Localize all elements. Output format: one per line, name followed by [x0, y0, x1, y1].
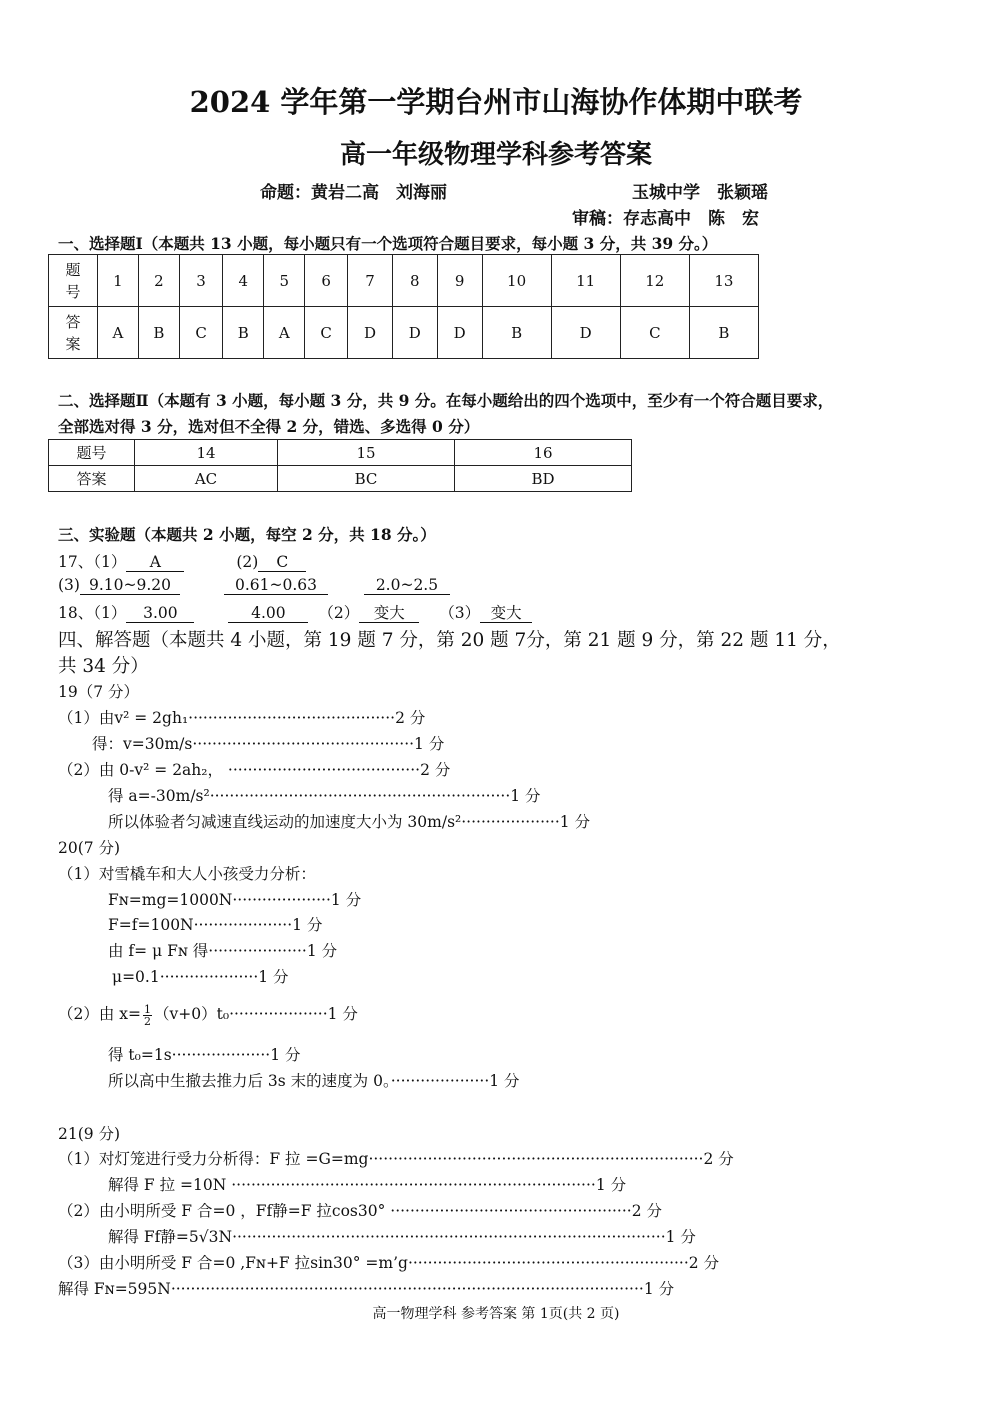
q18-answer-1: 3.00 — [126, 604, 194, 623]
q17-prefix: 17、（1） — [58, 553, 127, 571]
q20-label: 20(7 分) — [58, 839, 121, 857]
table-cell: D — [437, 307, 482, 359]
q18-answer-3: 变大 — [359, 604, 419, 623]
q17-mid: (2) — [236, 553, 259, 571]
q17-line2 — [58, 576, 450, 595]
table-cell: A — [264, 307, 305, 359]
q20-line2: Fɴ=mg=1000N····················1 分 — [108, 891, 362, 909]
table-cell: AC — [135, 466, 278, 492]
authors-right: 玉城中学 张颖瑶 — [632, 183, 768, 203]
section1-table — [48, 254, 759, 359]
q18-answer-4: 变大 — [480, 604, 532, 623]
fraction-one-half — [143, 1004, 152, 1027]
table-cell: 14 — [135, 440, 278, 466]
q20-l6-post: （v+0）t₀····················1 分 — [154, 1005, 358, 1023]
table-cell: D — [551, 307, 620, 359]
row-label-answer: 答 案 — [49, 307, 98, 359]
q21-line6: 解得 Fɴ=595N································································································1 分 — [58, 1280, 675, 1298]
section2-table — [48, 439, 632, 492]
section4-heading-line1: 四、解答题（本题共 4 小题，第 19 题 7 分，第 20 题 7分，第 21 题 9 分，第 22 题 11 分， — [58, 630, 841, 651]
q21-line5: （3）由小明所受 F 合=0 ,Fɴ+F 拉sin30° =m’g·························································2 分 — [58, 1254, 720, 1272]
q17-answer-3: 9.10~9.20 — [80, 576, 180, 595]
q20-line6 — [58, 1002, 358, 1027]
table-cell: A — [98, 307, 139, 359]
table-cell: B — [223, 307, 264, 359]
q19-line3: （2）由 0-v² = 2ah₂， ·······································2 分 — [58, 761, 451, 779]
reviewer: 审稿：存志高中 陈 宏 — [572, 209, 759, 229]
q20-line8: 所以高中生撤去推力后 3s 末的速度为 0。····················1 分 — [108, 1072, 520, 1090]
q19-line5: 所以体验者匀减速直线运动的加速度大小为 30m/s²····················1 分 — [108, 813, 591, 831]
table-cell: C — [180, 307, 223, 359]
table-cell: 13 — [689, 255, 758, 307]
q19-label: 19（7 分） — [58, 683, 140, 701]
table-row — [49, 255, 759, 307]
q21-label: 21(9 分) — [58, 1125, 121, 1143]
section1-heading: 一、选择题Ⅰ（本题共 13 小题，每小题只有一个选项符合题目要求，每小题 3 分，共 39 分。） — [58, 234, 718, 253]
q18-answer-2: 4.00 — [228, 604, 308, 623]
section4-heading-line2: 共 34 分） — [58, 656, 149, 677]
table-cell: B — [138, 307, 179, 359]
q18-line — [58, 601, 532, 623]
table-cell: 5 — [264, 255, 305, 307]
q19-line4: 得 a=-30m/s²·····························································1 分 — [108, 787, 541, 805]
row-label-answer: 答案 — [49, 466, 135, 492]
q21-line3: （2）由小明所受 F 合=0 ，Ff静=F 拉cos30° ·················································2 分 — [58, 1202, 662, 1220]
q21-line2: 解得 F 拉 =10N ··········································································1 分 — [108, 1176, 627, 1194]
section2-heading-line2: 全部选对得 3 分，选对但不全得 2 分，错选、多选得 0 分） — [58, 417, 480, 436]
table-cell: BC — [278, 466, 455, 492]
q17-line1 — [58, 550, 306, 572]
table-cell: BD — [455, 466, 632, 492]
table-cell: 3 — [180, 255, 223, 307]
q20-line1: （1）对雪橇车和大人小孩受力分析： — [58, 865, 316, 883]
table-cell: 11 — [551, 255, 620, 307]
document-subtitle: 高一年级物理学科参考答案 — [339, 140, 652, 170]
table-cell: 10 — [482, 255, 551, 307]
q20-l6-pre: （2）由 x= — [58, 1005, 142, 1023]
q17-3-prefix: (3) — [58, 576, 80, 594]
table-cell: 7 — [348, 255, 393, 307]
q19-line2: 得：v=30m/s·············································1 分 — [92, 735, 445, 753]
q20-line4: 由 f= μ Fɴ 得····················1 分 — [108, 942, 338, 960]
table-cell: B — [689, 307, 758, 359]
q18-mid2: （2） — [318, 604, 360, 622]
table-cell: D — [392, 307, 437, 359]
table-cell: C — [620, 307, 689, 359]
table-cell: 2 — [138, 255, 179, 307]
table-cell: 6 — [305, 255, 348, 307]
fraction-denominator: 2 — [144, 1014, 152, 1028]
authors-left: 命题：黄岩二高 刘海丽 — [260, 183, 447, 203]
page-footer: 高一物理学科 参考答案 第 1页(共 2 页) — [372, 1306, 620, 1322]
q19-line1: （1）由v² = 2gh₁··········································2 分 — [58, 709, 426, 727]
table-cell: 15 — [278, 440, 455, 466]
q20-line3: F=f=100N····················1 分 — [108, 916, 323, 934]
q17-answer-1: A — [126, 553, 184, 572]
q17-answer-5: 2.0~2.5 — [364, 576, 450, 595]
table-cell: 16 — [455, 440, 632, 466]
row-label-question: 题 号 — [49, 255, 98, 307]
q18-prefix: 18、（1） — [58, 604, 127, 622]
table-cell: C — [305, 307, 348, 359]
table-cell: D — [348, 307, 393, 359]
q21-line1: （1）对灯笼进行受力分析得：F 拉 =G=mg····································································2 分 — [58, 1150, 734, 1168]
fraction-numerator: 1 — [144, 1002, 152, 1016]
table-row — [49, 466, 632, 492]
q17-answer-4: 0.61~0.63 — [224, 576, 328, 595]
row-label-question: 题号 — [49, 440, 135, 466]
table-cell: 8 — [392, 255, 437, 307]
section3-heading: 三、实验题（本题共 2 小题，每空 2 分，共 18 分。） — [58, 525, 436, 544]
section2-heading-line1: 二、选择题Ⅱ（本题有 3 小题，每小题 3 分，共 9 分。在每小题给出的四个选项中，至少有一个符合题目要求， — [58, 391, 834, 410]
table-cell: 9 — [437, 255, 482, 307]
q20-line7: 得 t₀=1s····················1 分 — [108, 1046, 301, 1064]
q18-mid3: （3） — [439, 604, 481, 622]
table-cell: 4 — [223, 255, 264, 307]
q21-line4: 解得 Ff静=5√3N························································································1 分 — [108, 1228, 696, 1246]
q20-line5: μ=0.1····················1 分 — [112, 968, 289, 986]
table-cell: 1 — [98, 255, 139, 307]
table-row — [49, 440, 632, 466]
table-cell: B — [482, 307, 551, 359]
q17-answer-2: C — [258, 553, 306, 572]
document-title: 2024 学年第一学期台州市山海协作体期中联考 — [189, 85, 803, 119]
table-row — [49, 307, 759, 359]
table-cell: 12 — [620, 255, 689, 307]
